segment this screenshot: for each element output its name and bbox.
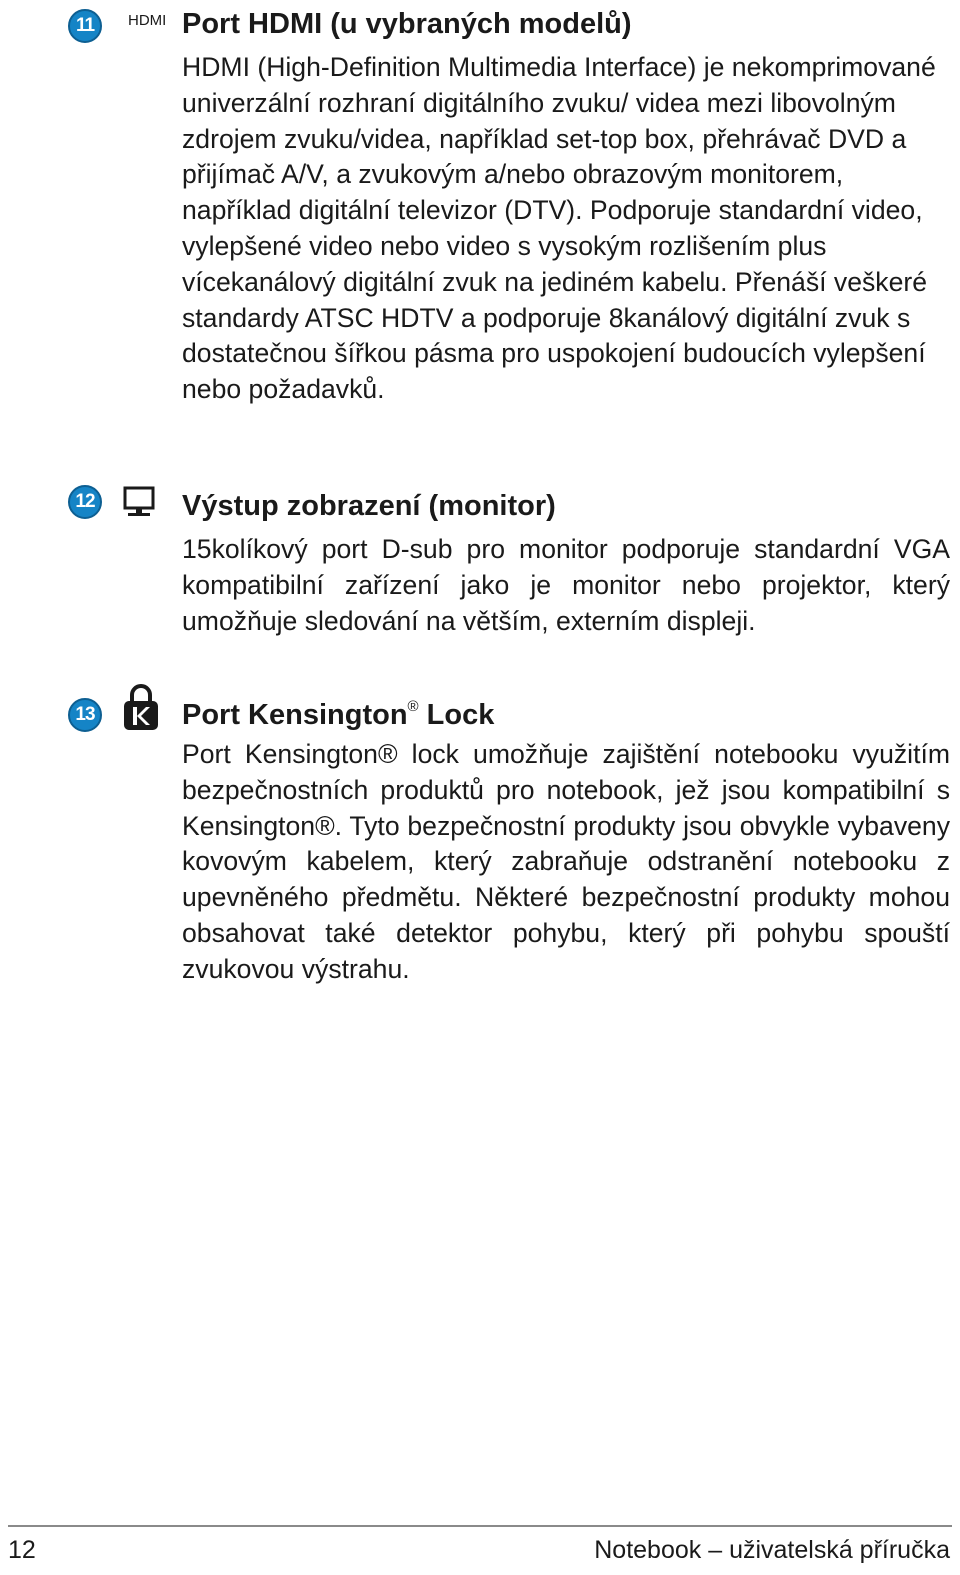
footer-divider <box>8 1525 952 1527</box>
hdmi-icon: HDMI <box>128 12 167 29</box>
section-body: 15kolíkový port D-sub pro monitor podporuje standardní VGA kompatibilní zařízení jako je monitor nebo projektor, který umožňuje sledování na větším, externím displeji. <box>182 534 950 636</box>
section-body: Port Kensington® lock umožňuje zajištění notebooku využitím bezpečnostních produktů pro notebook, jež jsou kompatibilní s Kensington®. Tyto bezpečnostní produkty jsou obvykle vybaveny kovovým kabelem, který zabraňuje odstranění notebooku z upevněného předmětu. Některé bezpečnostní produkty mohou obsahovat také detektor pohybu, který při pohybu spouští zvukovou výstrahu. <box>182 739 950 984</box>
section-title-suffix: Lock <box>418 699 495 731</box>
section-title: Výstup zobrazení (monitor) <box>182 490 556 522</box>
registered-mark: ® <box>407 698 419 716</box>
section-title-text: Port Kensington <box>182 699 408 731</box>
item-number-badge: 13 <box>68 698 102 732</box>
section-title <box>182 699 494 732</box>
section-body: HDMI (High-Definition Multimedia Interface) je nekomprimované univerzální rozhraní digitálního zvuku/ videa mezi libovolným zdrojem zvuku/videa, například set-top box, přehrávač DVD a přijímač A/V, a zvukovým a/nebo obrazovým monitorem, například digitální televizor (DTV). Podporuje standardní video, vylepšené video nebo video s vysokým rozlišením plus vícekanálový digitální zvuk na jediném kabelu. Přenáší veškeré standardy ATSC HDTV a podporuje 8kanálový digitální zvuk s dostatečnou šířkou pásma pro uspokojení budoucích vylepšení nebo požadavků. <box>182 52 936 405</box>
item-number-badge: 12 <box>68 485 102 519</box>
kensington-lock-icon <box>122 682 160 737</box>
section-title: Port HDMI (u vybraných modelů) <box>182 8 632 40</box>
monitor-icon <box>122 486 158 525</box>
item-number-badge: 11 <box>68 9 102 43</box>
footer-title: Notebook – uživatelská příručka <box>594 1536 950 1564</box>
page-number: 12 <box>8 1536 36 1564</box>
